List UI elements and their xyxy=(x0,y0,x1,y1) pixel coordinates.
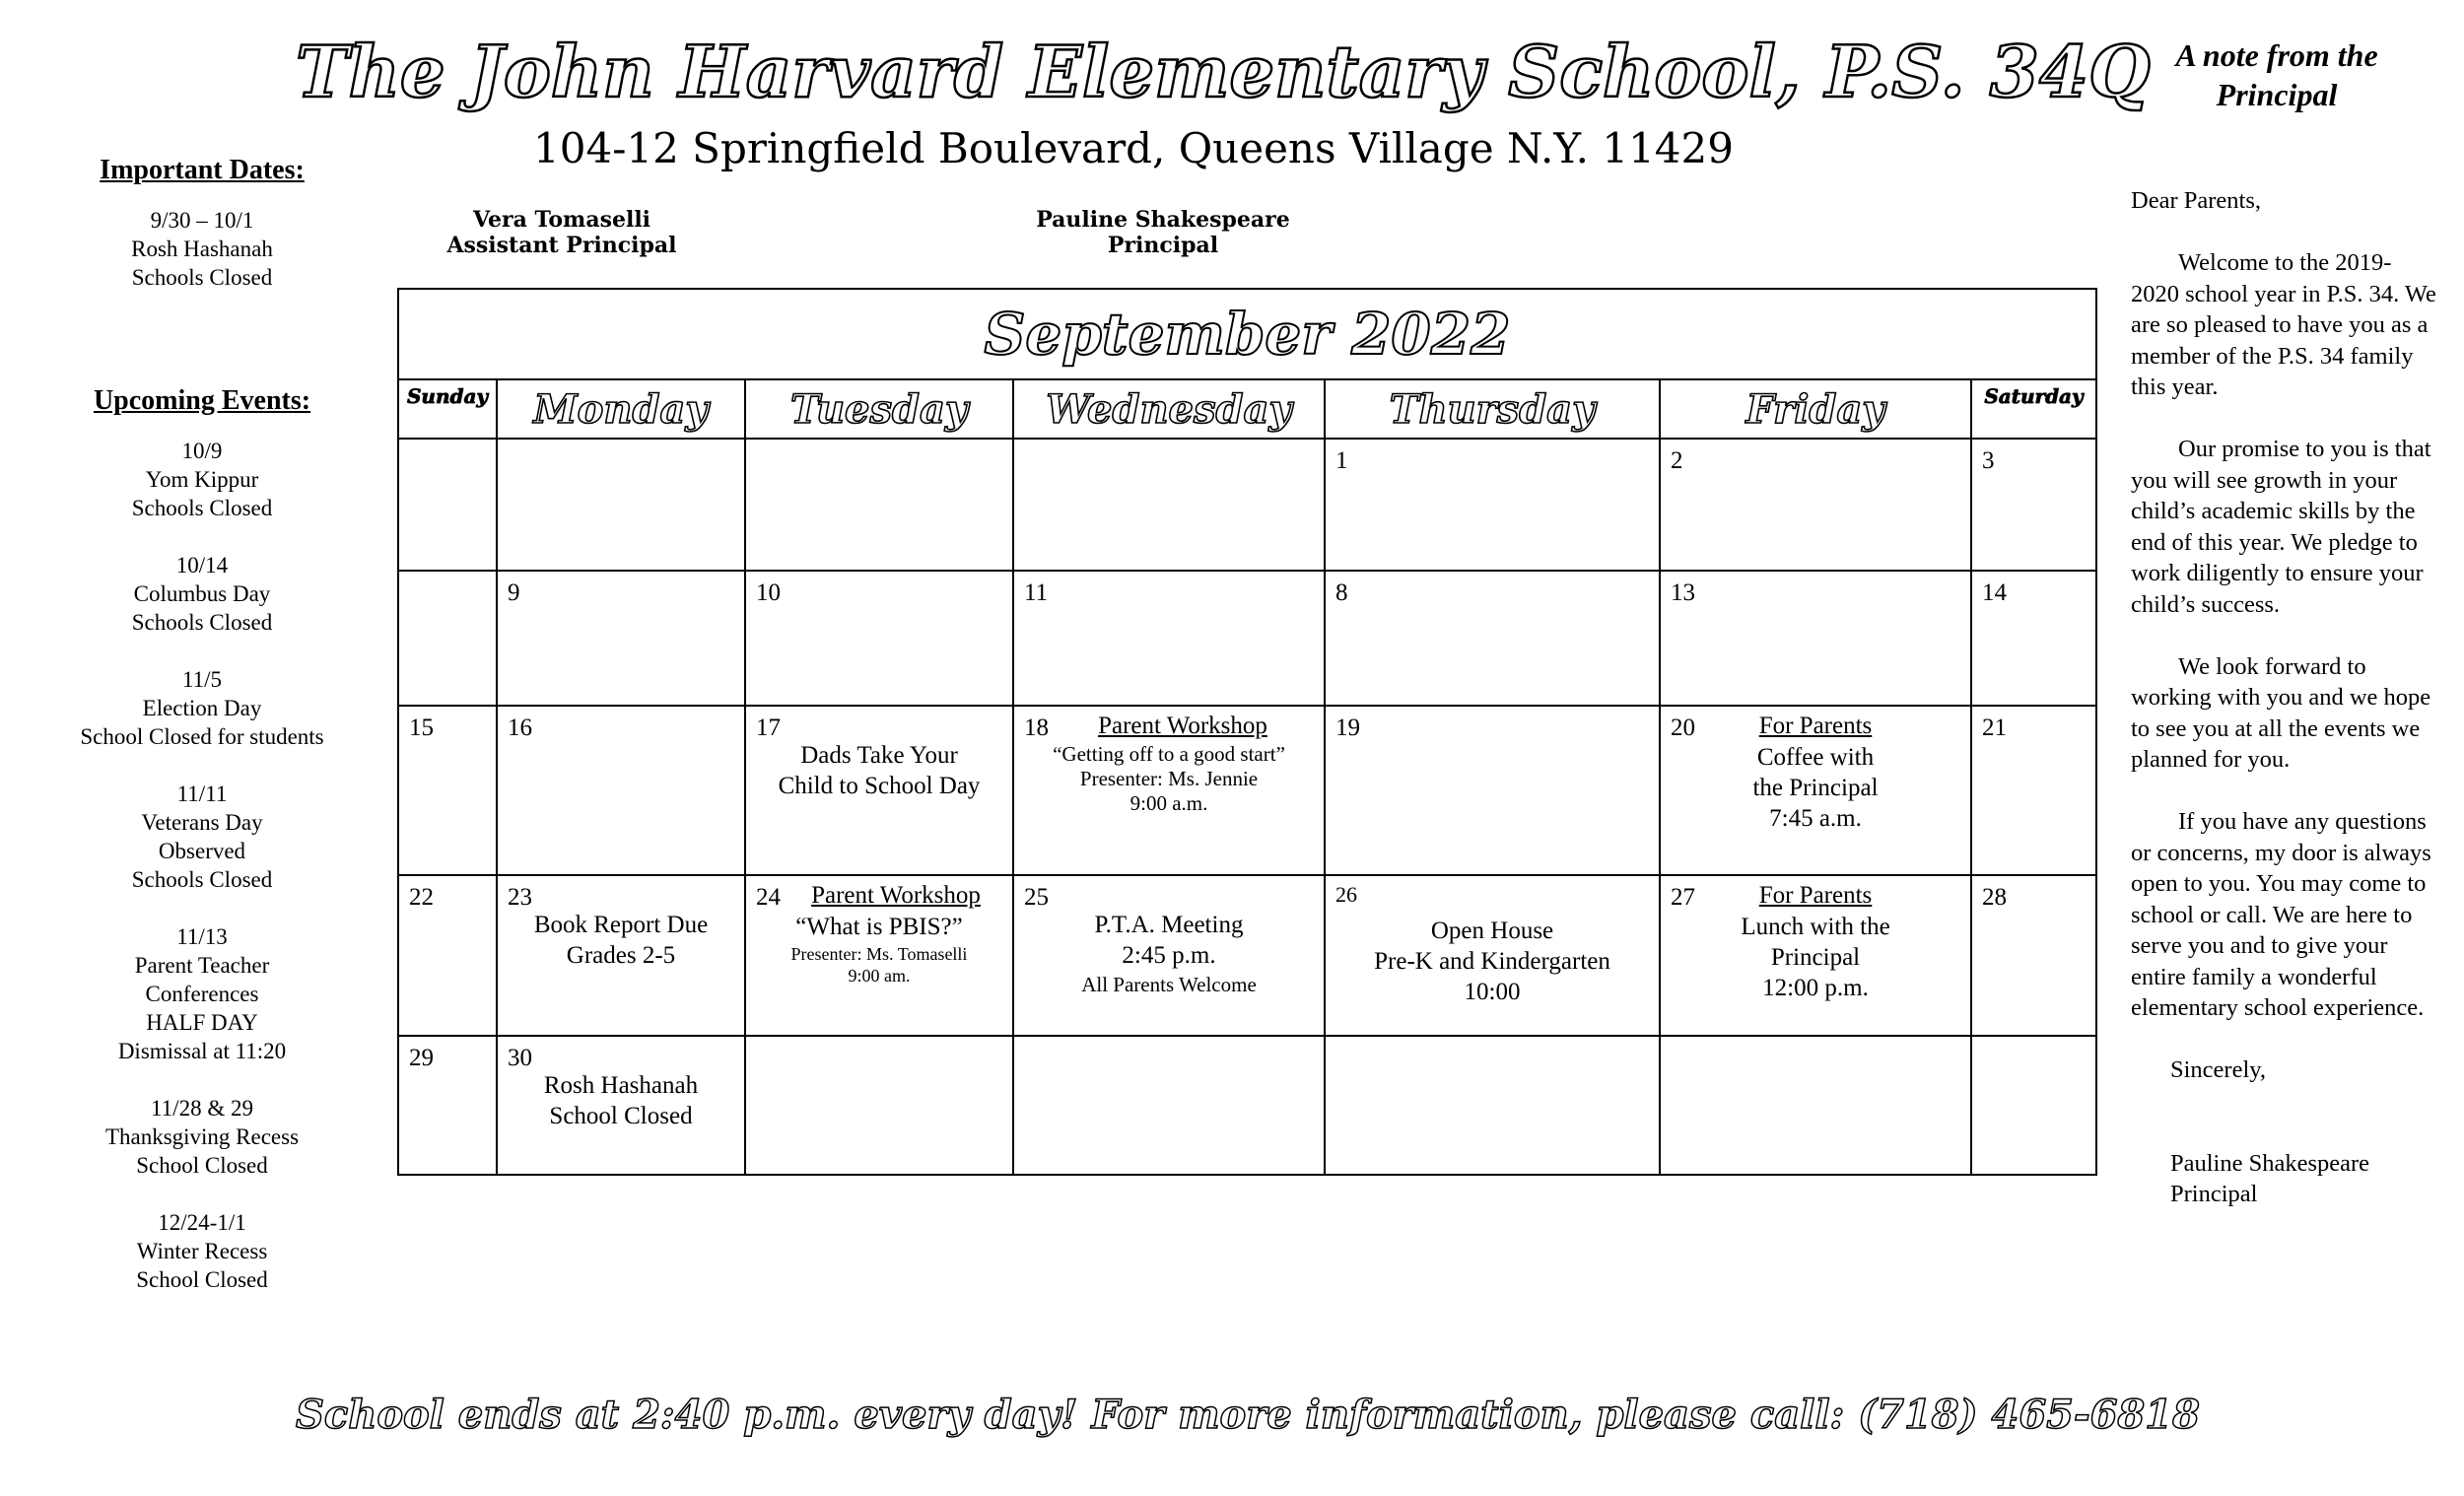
event-line: “Getting off to a good start” xyxy=(1053,742,1285,766)
weekday-saturday: Saturday xyxy=(1971,379,2096,439)
day-number: 25 xyxy=(1024,884,1049,911)
important-date: 9/30 – 10/1 xyxy=(150,208,254,233)
footer-note: School ends at 2:40 p.m. every day! For more information, please call: (718) 465-6818 xyxy=(296,1392,2200,1438)
event-line: Grades 2-5 xyxy=(566,942,676,969)
calendar-day xyxy=(1660,439,1971,571)
day-number: 14 xyxy=(1982,579,2007,606)
calendar-day xyxy=(745,1036,1013,1175)
event-line: Child to School Day xyxy=(778,773,981,799)
event-line: School Closed xyxy=(136,1153,268,1178)
letter-paragraph: Our promise to you is that you will see growth in your child’s academic skills by the end of this year. We pledge to work diligently to ensure your child’s success. xyxy=(2131,436,2431,618)
calendar-table xyxy=(397,288,2097,1176)
weekday-monday: Monday xyxy=(497,379,745,439)
day-number: 22 xyxy=(409,884,434,911)
event-line: P.T.A. Meeting xyxy=(1094,912,1244,938)
calendar-day xyxy=(398,706,497,875)
event-line: Book Report Due xyxy=(533,912,709,938)
calendar-week xyxy=(398,1036,2096,1175)
event-line: 12/24-1/1 xyxy=(158,1210,246,1235)
event-line: Presenter: Ms. Tomaselli xyxy=(790,944,968,964)
event-line: School Closed for students xyxy=(80,724,324,749)
calendar-event xyxy=(746,912,1012,942)
day-number: 10 xyxy=(756,579,781,606)
event-line: Election Day xyxy=(142,696,262,720)
calendar-day xyxy=(497,571,745,706)
calendar-day xyxy=(1971,439,2096,571)
event-line: Lunch with the xyxy=(1741,914,1890,940)
day-number: 11 xyxy=(1024,579,1049,606)
note-title-line: Principal xyxy=(2216,77,2338,112)
event-line: 11/28 & 29 xyxy=(151,1096,253,1121)
calendar-day xyxy=(745,439,1013,571)
calendar-day xyxy=(1013,875,1325,1036)
day-number: 30 xyxy=(508,1045,532,1071)
upcoming-event-item xyxy=(30,665,375,751)
event-line: Principal xyxy=(1770,944,1861,971)
day-number: 21 xyxy=(1982,714,2007,741)
event-line: 2:45 p.m. xyxy=(1122,942,1216,969)
day-number: 28 xyxy=(1982,884,2007,911)
event-line: “What is PBIS?” xyxy=(795,914,963,940)
event-line: Presenter: Ms. Jennie xyxy=(1079,767,1259,790)
event-line: 9:00 am. xyxy=(848,966,911,986)
month-title: September 2022 xyxy=(398,289,2096,379)
event-line: the Principal xyxy=(1752,775,1879,801)
calendar-day xyxy=(1660,1036,1971,1175)
event-line: Columbus Day xyxy=(133,581,271,606)
upcoming-event-item xyxy=(30,551,375,637)
calendar-day xyxy=(398,439,497,571)
letter-paragraph: If you have any questions or concerns, my door is always open to you. You may come to school or call. We are here to serve you and to give your entire family a wonderful elementary school experience. xyxy=(2131,808,2431,1021)
letter-signature-name: Pauline Shakespeare xyxy=(2170,1149,2370,1177)
event-line: Dads Take Your xyxy=(800,742,958,769)
calendar-event xyxy=(1661,912,1970,1003)
calendar-day xyxy=(1013,706,1325,875)
weekday-friday: Friday xyxy=(1660,379,1971,439)
day-number: 18 xyxy=(1024,714,1049,741)
day-number: 3 xyxy=(1982,447,1995,474)
event-line: Schools Closed xyxy=(131,496,273,520)
calendar-day xyxy=(1013,571,1325,706)
assistant-principal-block xyxy=(414,207,710,258)
letter-salutation: Dear Parents, xyxy=(2131,187,2261,214)
day-number: 26 xyxy=(1335,882,1357,907)
calendar-week xyxy=(398,439,2096,571)
event-line: 11/13 xyxy=(176,924,228,949)
important-date-name: Rosh Hashanah xyxy=(131,237,273,261)
letter-signature-title: Principal xyxy=(2170,1181,2258,1207)
event-line: Coffee with xyxy=(1756,744,1875,771)
letter-closing: Sincerely, xyxy=(2170,1056,2267,1083)
calendar-day xyxy=(1013,1036,1325,1175)
calendar-event xyxy=(1661,742,1970,834)
calendar-day xyxy=(497,439,745,571)
upcoming-events-section xyxy=(30,386,375,1323)
principal-name: Pauline Shakespeare xyxy=(1036,207,1290,233)
calendar-event xyxy=(1014,742,1324,816)
calendar-event xyxy=(1326,916,1659,1007)
calendar-day xyxy=(1660,875,1971,1036)
upcoming-event-item xyxy=(30,922,375,1065)
event-line: Thanksgiving Recess xyxy=(104,1124,300,1149)
important-dates-section xyxy=(30,156,375,320)
calendar-event xyxy=(498,1070,744,1131)
day-number: 15 xyxy=(409,714,434,741)
day-number: 19 xyxy=(1335,714,1360,741)
calendar-day xyxy=(745,706,1013,875)
event-line: Rosh Hashanah xyxy=(543,1072,699,1099)
school-address: 104-12 Springfield Boulevard, Queens Village N.Y. 11429 xyxy=(533,124,1734,172)
event-line: 7:45 a.m. xyxy=(1769,805,1862,832)
day-number: 9 xyxy=(508,579,520,606)
weekday-thursday: Thursday xyxy=(1325,379,1660,439)
day-number: 17 xyxy=(756,714,781,741)
event-line: School Closed xyxy=(549,1103,693,1129)
event-line: School Closed xyxy=(136,1267,268,1292)
event-line: Dismissal at 11:20 xyxy=(117,1039,287,1063)
calendar-week xyxy=(398,875,2096,1036)
important-dates-heading: Important Dates: xyxy=(100,155,305,185)
event-line: Schools Closed xyxy=(131,867,273,892)
event-heading: For Parents xyxy=(1758,713,1873,739)
upcoming-event-item xyxy=(30,437,375,522)
calendar-day xyxy=(398,875,497,1036)
day-number: 8 xyxy=(1335,579,1348,606)
calendar-day xyxy=(398,1036,497,1175)
event-heading: Parent Workshop xyxy=(1098,713,1267,739)
weekday-header-row xyxy=(398,379,2096,439)
event-line: Winter Recess xyxy=(136,1239,268,1263)
day-number: 24 xyxy=(756,884,781,911)
letter-paragraph: We look forward to working with you and we hope to see you at all the events we planned for you. xyxy=(2131,652,2431,773)
principal-letter xyxy=(2131,185,2436,1210)
event-line: Schools Closed xyxy=(131,610,273,635)
day-number: 27 xyxy=(1671,884,1695,911)
day-number: 13 xyxy=(1671,579,1695,606)
calendar-event xyxy=(498,910,744,971)
calendar-day xyxy=(1660,571,1971,706)
day-number: 20 xyxy=(1671,714,1695,741)
event-line: 10:00 xyxy=(1464,979,1521,1005)
day-number: 16 xyxy=(508,714,532,741)
calendar-day xyxy=(1013,439,1325,571)
principal-block xyxy=(1015,207,1311,258)
note-title xyxy=(2129,35,2425,114)
school-title: The John Harvard Elementary School, P.S. 34Q xyxy=(296,30,2151,113)
calendar-day xyxy=(1971,706,2096,875)
day-number: 23 xyxy=(508,884,532,911)
note-title-line: A note from the xyxy=(2175,37,2378,73)
calendar-day xyxy=(497,706,745,875)
calendar-day xyxy=(1325,439,1660,571)
event-heading: Parent Workshop xyxy=(811,882,981,909)
assistant-principal-title: Assistant Principal xyxy=(446,233,677,258)
event-line: Parent Teacher xyxy=(134,953,270,978)
calendar-day xyxy=(398,571,497,706)
calendar-day xyxy=(1325,706,1660,875)
event-line: Yom Kippur xyxy=(145,467,259,492)
calendar-day xyxy=(1660,706,1971,875)
calendar-event xyxy=(746,740,1012,801)
event-line: Veterans Day xyxy=(141,810,263,835)
event-line: 12:00 p.m. xyxy=(1762,975,1869,1001)
assistant-principal-name: Vera Tomaselli xyxy=(472,207,651,233)
event-line: HALF DAY xyxy=(146,1010,258,1035)
day-number: 29 xyxy=(409,1045,434,1071)
event-line: Conferences xyxy=(145,982,259,1006)
calendar-day xyxy=(1325,571,1660,706)
important-date-note: Schools Closed xyxy=(131,265,273,290)
calendar-day xyxy=(497,1036,745,1175)
event-line: 10/14 xyxy=(175,553,229,578)
calendar-day xyxy=(1971,875,2096,1036)
event-line: Pre-K and Kindergarten xyxy=(1374,948,1610,975)
event-line: Observed xyxy=(158,839,246,863)
calendar-event-detail xyxy=(746,943,1012,986)
calendar-day xyxy=(1971,571,2096,706)
calendar-week xyxy=(398,706,2096,875)
calendar-event xyxy=(1014,910,1324,971)
upcoming-event-item xyxy=(30,1208,375,1294)
weekday-wednesday: Wednesday xyxy=(1013,379,1325,439)
calendar-day xyxy=(497,875,745,1036)
weekday-sunday: Sunday xyxy=(398,379,497,439)
calendar-day xyxy=(745,571,1013,706)
letter-paragraph: Welcome to the 2019-2020 school year in P.S. 34. We are so pleased to have you as a member of the P.S. 34 family this year. xyxy=(2131,249,2436,400)
upcoming-events-heading: Upcoming Events: xyxy=(93,385,311,416)
day-number: 1 xyxy=(1335,447,1348,474)
principal-title: Principal xyxy=(1107,233,1219,258)
event-line: 10/9 xyxy=(181,439,223,463)
calendar-day xyxy=(1971,1036,2096,1175)
event-line: 11/5 xyxy=(181,667,223,692)
event-line: 9:00 a.m. xyxy=(1129,791,1208,815)
calendar-day xyxy=(1325,875,1660,1036)
calendar-day xyxy=(745,875,1013,1036)
calendar-day xyxy=(1325,1036,1660,1175)
upcoming-event-item xyxy=(30,1094,375,1180)
upcoming-event-item xyxy=(30,780,375,894)
event-heading: For Parents xyxy=(1758,882,1873,909)
event-line: 11/11 xyxy=(176,782,228,806)
calendar-event-detail xyxy=(1014,973,1324,997)
calendar-week xyxy=(398,571,2096,706)
important-date-item xyxy=(30,206,375,292)
event-line: All Parents Welcome xyxy=(1081,973,1257,996)
weekday-tuesday: Tuesday xyxy=(745,379,1013,439)
day-number: 2 xyxy=(1671,447,1683,474)
event-line: Open House xyxy=(1430,918,1554,944)
